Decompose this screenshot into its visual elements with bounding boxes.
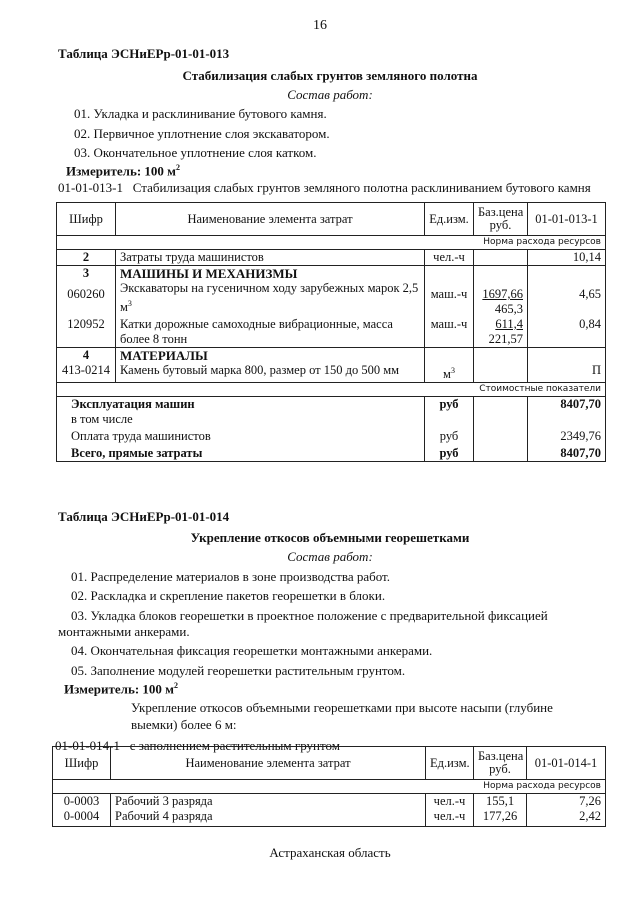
table2-work-item: 01. Распределение материалов в зоне производства работ. bbox=[71, 569, 391, 584]
table2-code: 01-01-014-1 bbox=[55, 738, 120, 753]
table2-header-row bbox=[53, 747, 606, 780]
table1-work-item: 03. Окончательное уплотнение слоя катком. bbox=[74, 145, 317, 160]
table2-work-item: 03. Укладка блоков георешетки в проектное положение с предварительной фиксацией bbox=[71, 608, 548, 623]
header-code: Шифр bbox=[53, 747, 111, 780]
table1-header-row bbox=[57, 203, 606, 236]
table-row: 0-0003 Рабочий 3 разряда чел.-ч 155,1 7,26 bbox=[53, 794, 606, 810]
header-name: Наименование элемента затрат bbox=[116, 203, 425, 236]
header-norm: 01-01-014-1 bbox=[527, 747, 606, 780]
table-row-section: 3 МАШИНЫ И МЕХАНИЗМЫ bbox=[57, 266, 606, 282]
page-number: 16 bbox=[313, 18, 327, 33]
table2-measure: Измеритель: 100 $м^2$ bbox=[64, 681, 179, 697]
table2-work-item: 04. Окончательная фиксация георешетки монтажными анкерами. bbox=[71, 643, 433, 658]
table2-code-desc: с заполнением растительным грунтом bbox=[129, 738, 340, 753]
table1-works-heading: Состав работ: bbox=[287, 87, 373, 102]
table2-title: Укрепление откосов объемными георешетками bbox=[190, 530, 470, 545]
header-norm: 01-01-013-1 bbox=[528, 203, 606, 236]
norm-label: Норма расхода ресурсов bbox=[53, 780, 606, 794]
table2-label: Таблица ЭСНиЕРр-01-01-014 bbox=[58, 509, 230, 524]
header-price: Баз.цена руб. bbox=[474, 203, 528, 236]
table2 bbox=[52, 746, 606, 827]
header-unit: Ед.изм. bbox=[425, 203, 474, 236]
table1-measure: Измеритель: 100 $м^2$ bbox=[66, 163, 181, 179]
table1-work-item: 01. Укладка и расклинивание бутового камня. bbox=[74, 106, 327, 121]
footer-region: Астраханская область bbox=[269, 845, 391, 860]
norm-label: Норма расхода ресурсов bbox=[57, 236, 606, 250]
header-price: Баз.цена руб. bbox=[474, 747, 527, 780]
table-row: 060260 Экскаваторы на гусеничном ходу зарубежных марок 2,5 $м^3$ маш.-ч 1697,66 465,3 4,65 bbox=[57, 281, 606, 317]
header-code: Шифр bbox=[57, 203, 116, 236]
table1-code-desc: Стабилизация слабых грунтов земляного полотна расклиниванием бутового камня bbox=[132, 180, 591, 195]
table2-work-item: монтажными анкерами. bbox=[58, 624, 190, 639]
table1-title: Стабилизация слабых грунтов земляного полотна bbox=[182, 68, 478, 83]
table-row: 0-0004 Рабочий 4 разряда чел.-ч 177,26 2,42 bbox=[53, 809, 606, 827]
cost-row: Всего, прямые затраты руб 8407,70 bbox=[57, 444, 606, 462]
header-name: Наименование элемента затрат bbox=[111, 747, 426, 780]
cost-row: в том числе bbox=[57, 412, 606, 427]
table2-group-desc: Укрепление откосов объемными георешетками при высоте насыпи (глубине выемки) более 6 м: bbox=[131, 700, 553, 732]
table-row: 120952 Катки дорожные самоходные вибрационные, масса более 8 тонн маш.-ч 611,4 221,57 0,84 bbox=[57, 317, 606, 348]
cost-row: Эксплуатация машин руб 8407,70 bbox=[57, 397, 606, 413]
table1-code: 01-01-013-1 bbox=[58, 180, 123, 195]
table-row-section: 4 МАТЕРИАЛЫ bbox=[57, 348, 606, 364]
table2-work-item: 05. Заполнение модулей георешетки растительным грунтом. bbox=[71, 663, 406, 678]
table1-code-line bbox=[58, 180, 591, 196]
table-row: 2 Затраты труда машинистов чел.-ч 10,14 bbox=[57, 250, 606, 266]
table1 bbox=[56, 202, 606, 462]
table2-work-item: 02. Раскладка и скрепление пакетов георешетки в блоки. bbox=[71, 588, 386, 603]
table1-label: Таблица ЭСНиЕРр-01-01-013 bbox=[58, 46, 230, 61]
table2-works-heading: Состав работ: bbox=[287, 549, 373, 564]
table1-work-item: 02. Первичное уплотнение слоя экскаватором. bbox=[74, 126, 330, 141]
cost-label: Стоимостные показатели bbox=[57, 383, 606, 397]
table-row: 413-0214 Камень бутовый марка 800, размер от 150 до 500 мм $м^3$ П bbox=[57, 363, 606, 383]
header-unit: Ед.изм. bbox=[426, 747, 474, 780]
cost-row: Оплата труда машинистов руб 2349,76 bbox=[57, 427, 606, 444]
